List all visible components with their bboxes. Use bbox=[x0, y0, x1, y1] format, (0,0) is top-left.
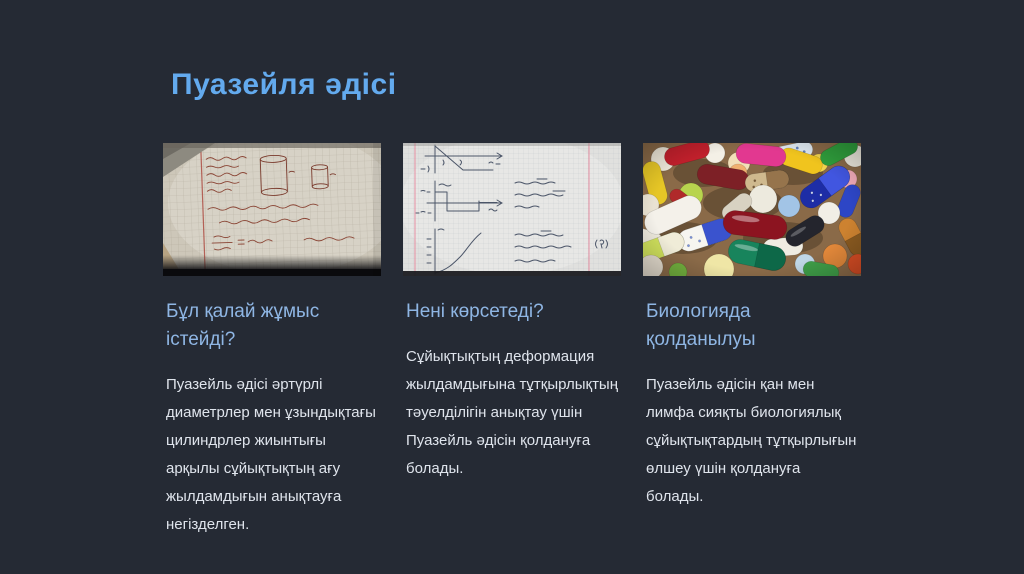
column-heading: Бұл қалай жұмыс істейді? bbox=[166, 301, 320, 350]
image-card-3 bbox=[643, 143, 861, 276]
column-how-it-works bbox=[166, 298, 380, 539]
image-card-2 bbox=[403, 143, 621, 276]
column-body: Пуазейль әдісін қан мен лимфа сияқты биологиялық сұйықтықтардың тұтқырлығын өлшеу үшін қолдануға болады. bbox=[646, 376, 857, 505]
page-title: Пуазейля әдісі bbox=[171, 68, 397, 101]
image-card-1 bbox=[163, 143, 381, 276]
column-heading: Биологияда қолданылуы bbox=[646, 301, 756, 350]
column-what-it-shows bbox=[406, 298, 620, 483]
column-body: Пуазейль әдісі әртүрлі диаметрлер мен ұзындықтағы цилиндрлер жиынтығы арқылы сұйықтықтың ағу жылдамдығын анықтауға негізделген. bbox=[166, 376, 376, 533]
column-body: Сұйықтықтың деформация жылдамдығына тұтқырлықтың тәуелділігін анықтау үшін Пуазейль әдісін қолдануға болады. bbox=[406, 348, 618, 477]
pills-photo bbox=[643, 143, 861, 276]
handwritten-solution-photo bbox=[163, 143, 381, 276]
column-biology-use bbox=[646, 298, 860, 511]
column-heading: Нені көрсетеді? bbox=[406, 301, 544, 322]
handwritten-graphs-photo bbox=[403, 143, 621, 276]
